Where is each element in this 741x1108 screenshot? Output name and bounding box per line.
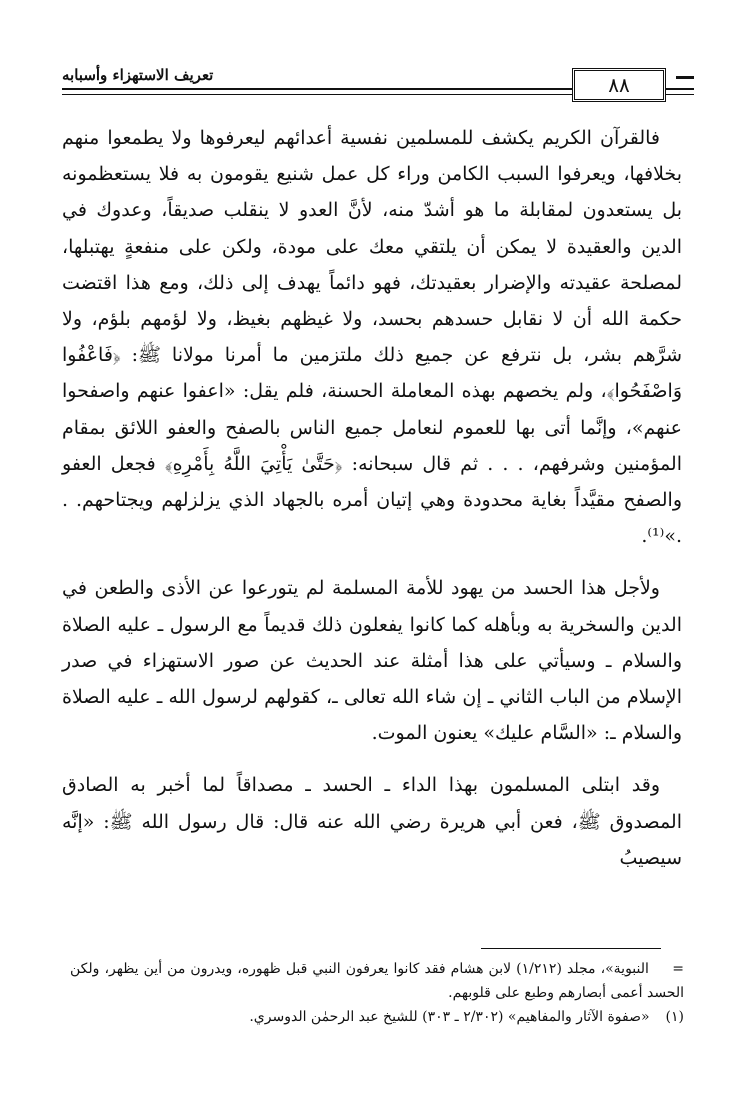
footnote [70,1005,684,1029]
running-title: تعريف الاستهزاء وأسبابه [62,66,214,84]
paragraph: ولأجل هذا الحسد من يهود للأمة المسلمة لم يتورعوا عن الأذى والطعن في الدين والسخرية به وبأهله كما كانوا يفعلون ذلك قديماً مع الرسول ـ عليه الصلاة والسلام ـ وسيأتي على هذا أمثلة عند الحديث عن صور الاستهزاء في صدر الإسلام من الباب الثاني ـ إن شاء الله تعالى ـ، كقولهم لرسول الله ـ عليه الصلاة والسلام ـ: «السَّام عليك» يعنون الموت. [62,577,682,745]
paragraph: فالقرآن الكريم يكشف للمسلمين نفسية أعدائهم ليعرفوها ولا يطمعوا منهم بخلافها، ويعرفوا السبب الكامن وراء كل عمل شنيع يقومون به فلا يستعظمونه بل يستعدون لمقابلة ما هو أشدّ منه، لأنَّ العدو لا ينقلب صديقاً، وعدوك في الدين والعقيدة لا يمكن أن يلتقي معك على مودة، ولكن على منفعةٍ يهتبلها، لمصلحة عقيدته والإضرار بعقيدتك، فهو دائماً يهدف إلى ذلك، ومع هذا اقتضت حكمة الله أن لا نقابل حسدهم بحسد، ولا غيظهم بغيظ، ولا لؤمهم بلؤم، ولا شرَّهم بشر، بل نترفع عن جميع ذلك ملتزمين ما أمرنا مولانا ﷺ: ﴿فَاعْفُوا وَاصْفَحُوا﴾، ولم يخصهم بهذه المعاملة الحسنة، فلم يقل: «اعفوا عنهم واصفحوا عنهم»، وإنَّما أتى بها للعموم لنعامل جميع الناس بالصفح والعفو اللائق بمقام المؤمنين وشرفهم، . . . ثم قال سبحانه: ﴿حَتَّىٰ يَأْتِيَ اللَّهُ بِأَمْرِهِ﴾ فجعل العفو والصفح مقيَّداً بغاية محدودة وهي إتيان أمره بالجهاد الذي يزلزلهم ويجتاحهم. . .»⁽¹⁾. [62,127,682,548]
footnote-separator [481,948,661,949]
footnote-marker: (١) [665,1009,684,1025]
page-number: ٨٨ [572,68,666,102]
footnote-text: النبوية»، مجلد (١/٢١٢) لابن هشام فقد كانوا يعرفون النبي قبل ظهوره، ويدرون من أين يظهر، ولكن الحسد أعمى أبصارهم وطبع على قلوبهم. [70,961,684,1001]
page-header [62,58,694,100]
footnotes [70,957,684,1029]
header-dash [676,76,694,79]
body-text [62,120,682,876]
footnote-marker: = [672,961,684,977]
paragraph: وقد ابتلى المسلمون بهذا الداء ـ الحسد ـ مصداقاً لما أخبر به الصادق المصدوق ﷺ، فعن أبي هريرة رضي الله عنه قال: قال رسول الله ﷺ: «إنَّه سيصيبُ [62,774,682,869]
footnote-text: «صفوة الآثار والمفاهيم» (٢/٣٠٢ ـ ٣٠٣) للشيخ عبد الرحمٰن الدوسري. [249,1009,650,1025]
footnote [70,957,684,1005]
